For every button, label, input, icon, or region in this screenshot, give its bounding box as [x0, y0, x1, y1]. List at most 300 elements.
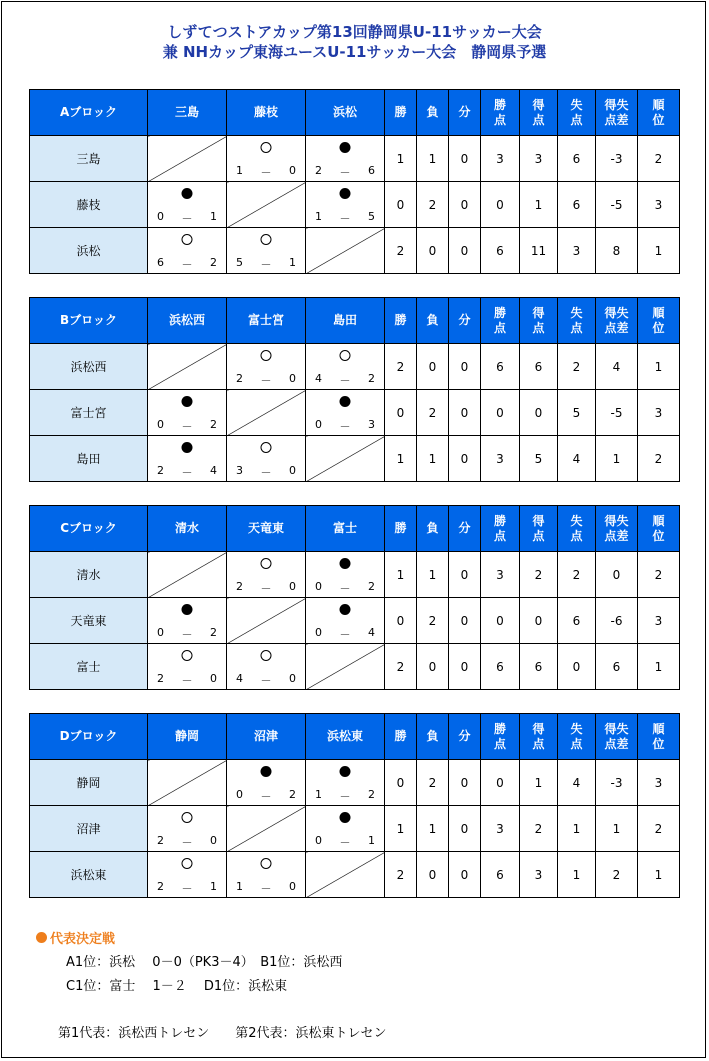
row-team: 藤枝	[30, 182, 148, 228]
final-match-2: C1位：富士 1－２ D1位：浜松東	[66, 979, 288, 994]
self-match-cell	[148, 552, 227, 598]
representatives: 第1代表：浜松西トレセン 第2代表：浜松東トレセン	[58, 1026, 387, 1041]
stat-cell: 8	[596, 228, 638, 274]
bullet-icon	[36, 932, 47, 943]
match-score	[227, 256, 305, 272]
stat-cell: 1	[638, 852, 680, 898]
row-team: 天竜東	[30, 598, 148, 644]
stat-cell: 0	[385, 598, 417, 644]
table-row	[30, 598, 680, 644]
stat-cell: 3	[638, 182, 680, 228]
score-part: 2	[236, 580, 243, 593]
stat-cell: 6	[481, 228, 520, 274]
header-team: 三島	[148, 90, 227, 136]
stat-cell: -3	[596, 136, 638, 182]
match-result-cell	[306, 806, 385, 852]
stat-cell: 0	[520, 598, 558, 644]
final-heading-text: 代表決定戦	[50, 932, 116, 947]
score-part: －	[181, 258, 193, 271]
final-heading	[36, 928, 115, 947]
loss-dot-icon	[182, 442, 193, 453]
block-table	[29, 297, 680, 482]
header-stat: 勝 点	[481, 714, 520, 760]
stat-cell: 6	[481, 344, 520, 390]
score-part: 0	[315, 418, 322, 431]
stat-cell: 6	[596, 644, 638, 690]
stat-cell: 5	[520, 436, 558, 482]
match-score	[227, 164, 305, 180]
stat-cell: 0	[449, 806, 481, 852]
header-team: 沼津	[227, 714, 306, 760]
block-name: Dブロック	[30, 714, 148, 760]
stat-cell: 2	[558, 552, 596, 598]
stat-cell: 3	[481, 436, 520, 482]
header-stat: 得 点	[520, 298, 558, 344]
match-result-cell	[227, 760, 306, 806]
loss-dot-icon	[340, 558, 351, 569]
block-table	[29, 713, 680, 898]
loss-dot-icon	[182, 604, 193, 615]
header-stat: 得 点	[520, 506, 558, 552]
match-score	[306, 210, 384, 226]
stat-cell: 1	[520, 760, 558, 806]
match-score	[306, 626, 384, 642]
table-row	[30, 136, 680, 182]
header-team: 清水	[148, 506, 227, 552]
score-part: 0	[289, 464, 296, 477]
score-part: －	[260, 790, 272, 803]
stat-cell: 2	[385, 644, 417, 690]
stat-cell: 2	[385, 344, 417, 390]
score-part: 0	[289, 372, 296, 385]
match-result-cell	[148, 852, 227, 898]
header-stat: 失 点	[558, 90, 596, 136]
score-part: －	[339, 628, 351, 641]
score-part: 1	[210, 210, 217, 223]
score-part: 2	[210, 626, 217, 639]
score-part: －	[260, 582, 272, 595]
self-match-cell	[306, 436, 385, 482]
win-circle-icon	[261, 858, 272, 869]
row-team: 浜松東	[30, 852, 148, 898]
final-match-1: A1位：浜松 0－0（PK3－4） B1位：浜松西	[66, 955, 343, 970]
self-match-cell	[306, 852, 385, 898]
self-match-cell	[227, 182, 306, 228]
score-part: －	[339, 420, 351, 433]
score-part: －	[260, 374, 272, 387]
header-stat: 失 点	[558, 714, 596, 760]
header-stat: 負	[417, 714, 449, 760]
table-row	[30, 182, 680, 228]
self-match-cell	[227, 806, 306, 852]
row-team: 静岡	[30, 760, 148, 806]
header-stat: 得 点	[520, 90, 558, 136]
header-stat: 勝	[385, 506, 417, 552]
table-row	[30, 228, 680, 274]
loss-dot-icon	[261, 766, 272, 777]
score-part: 3	[368, 418, 375, 431]
stat-cell: 0	[596, 552, 638, 598]
table-row	[30, 852, 680, 898]
match-result-cell	[148, 228, 227, 274]
table-row	[30, 760, 680, 806]
score-part: 0	[157, 210, 164, 223]
score-part: 5	[236, 256, 243, 269]
score-part: 0	[157, 626, 164, 639]
score-part: －	[339, 582, 351, 595]
header-team: 藤枝	[227, 90, 306, 136]
score-part: 1	[289, 256, 296, 269]
stat-cell: 1	[638, 228, 680, 274]
page-title: しずてつストアカップ第13回静岡県U-11サッカー大会	[167, 23, 542, 41]
score-part: 1	[315, 210, 322, 223]
match-score	[306, 834, 384, 850]
stat-cell: 0	[417, 228, 449, 274]
score-part: 2	[236, 372, 243, 385]
stat-cell: 6	[481, 644, 520, 690]
match-score	[227, 464, 305, 480]
table-row	[30, 806, 680, 852]
match-score	[227, 372, 305, 388]
score-part: －	[260, 466, 272, 479]
score-part: 4	[315, 372, 322, 385]
win-circle-icon	[182, 812, 193, 823]
stat-cell: 1	[520, 182, 558, 228]
row-team: 島田	[30, 436, 148, 482]
win-circle-icon	[182, 858, 193, 869]
row-team: 浜松	[30, 228, 148, 274]
match-result-cell	[227, 852, 306, 898]
self-match-cell	[227, 390, 306, 436]
stat-cell: 2	[417, 390, 449, 436]
match-result-cell	[306, 760, 385, 806]
stat-cell: 6	[558, 136, 596, 182]
score-part: 0	[289, 580, 296, 593]
score-part: －	[181, 836, 193, 849]
row-team: 沼津	[30, 806, 148, 852]
header-team: 浜松西	[148, 298, 227, 344]
stat-cell: 0	[481, 760, 520, 806]
stat-cell: 3	[638, 598, 680, 644]
block-name: Bブロック	[30, 298, 148, 344]
score-part: －	[260, 258, 272, 271]
win-circle-icon	[182, 234, 193, 245]
header-stat: 順 位	[638, 298, 680, 344]
score-part: 0	[289, 164, 296, 177]
score-part: －	[339, 212, 351, 225]
score-part: 0	[236, 788, 243, 801]
header-stat: 分	[449, 90, 481, 136]
self-match-cell	[306, 644, 385, 690]
loss-dot-icon	[340, 188, 351, 199]
match-score	[148, 626, 226, 642]
stat-cell: 1	[417, 436, 449, 482]
header-stat: 得失 点差	[596, 506, 638, 552]
stat-cell: 6	[520, 344, 558, 390]
stat-cell: 0	[449, 598, 481, 644]
score-part: 4	[210, 464, 217, 477]
win-circle-icon	[261, 442, 272, 453]
score-part: 0	[210, 834, 217, 847]
stat-cell: -5	[596, 182, 638, 228]
match-score	[148, 210, 226, 226]
match-result-cell	[306, 182, 385, 228]
match-result-cell	[148, 436, 227, 482]
stat-cell: 0	[520, 390, 558, 436]
score-part: 0	[289, 672, 296, 685]
stat-cell: 1	[596, 436, 638, 482]
stat-cell: 1	[558, 852, 596, 898]
stat-cell: 0	[385, 760, 417, 806]
block-name: Cブロック	[30, 506, 148, 552]
match-result-cell	[306, 136, 385, 182]
match-result-cell	[148, 806, 227, 852]
block-name: Aブロック	[30, 90, 148, 136]
stat-cell: 1	[638, 344, 680, 390]
header-team: 富士	[306, 506, 385, 552]
stat-cell: 3	[481, 552, 520, 598]
match-score	[227, 580, 305, 596]
table-row	[30, 344, 680, 390]
stat-cell: 0	[417, 852, 449, 898]
match-result-cell	[227, 228, 306, 274]
score-part: 1	[368, 834, 375, 847]
match-result-cell	[227, 436, 306, 482]
loss-dot-icon	[340, 604, 351, 615]
stat-cell: 1	[638, 644, 680, 690]
match-score	[227, 672, 305, 688]
match-score	[227, 880, 305, 896]
header-stat: 負	[417, 506, 449, 552]
match-result-cell	[148, 644, 227, 690]
stat-cell: 6	[558, 182, 596, 228]
stat-cell: 3	[638, 760, 680, 806]
score-part: 0	[289, 880, 296, 893]
win-circle-icon	[261, 650, 272, 661]
score-part: 0	[315, 580, 322, 593]
match-score	[148, 672, 226, 688]
header-stat: 負	[417, 298, 449, 344]
stat-cell: 2	[385, 228, 417, 274]
match-result-cell	[306, 344, 385, 390]
stat-cell: 0	[417, 644, 449, 690]
win-circle-icon	[261, 142, 272, 153]
match-score	[148, 834, 226, 850]
header-stat: 分	[449, 714, 481, 760]
score-part: 0	[157, 418, 164, 431]
match-score	[306, 788, 384, 804]
stat-cell: 0	[449, 852, 481, 898]
header-team: 浜松	[306, 90, 385, 136]
stat-cell: 0	[449, 644, 481, 690]
header-team: 浜松東	[306, 714, 385, 760]
win-circle-icon	[182, 650, 193, 661]
header-stat: 失 点	[558, 298, 596, 344]
stat-cell: 3	[520, 852, 558, 898]
score-part: 1	[236, 880, 243, 893]
header-stat: 失 点	[558, 506, 596, 552]
score-part: 2	[210, 256, 217, 269]
score-part: 2	[210, 418, 217, 431]
stat-cell: 2	[638, 436, 680, 482]
loss-dot-icon	[340, 766, 351, 777]
match-score	[306, 418, 384, 434]
score-part: －	[181, 212, 193, 225]
stat-cell: 4	[596, 344, 638, 390]
score-part: 1	[210, 880, 217, 893]
header-stat: 得 点	[520, 714, 558, 760]
score-part: 2	[368, 580, 375, 593]
stat-cell: 0	[385, 182, 417, 228]
score-part: －	[181, 420, 193, 433]
header-stat: 勝	[385, 714, 417, 760]
stat-cell: 2	[385, 852, 417, 898]
match-score	[306, 164, 384, 180]
stat-cell: -6	[596, 598, 638, 644]
stat-cell: 2	[596, 852, 638, 898]
stat-cell: 2	[520, 552, 558, 598]
stat-cell: 0	[449, 344, 481, 390]
score-part: －	[339, 790, 351, 803]
row-team: 清水	[30, 552, 148, 598]
match-score	[148, 880, 226, 896]
stat-cell: 3	[638, 390, 680, 436]
stat-cell: 0	[449, 390, 481, 436]
header-stat: 勝 点	[481, 90, 520, 136]
header-stat: 順 位	[638, 714, 680, 760]
row-team: 富士宮	[30, 390, 148, 436]
header-stat: 負	[417, 90, 449, 136]
stat-cell: 0	[417, 344, 449, 390]
score-part: －	[260, 166, 272, 179]
score-part: 6	[368, 164, 375, 177]
stat-cell: 2	[417, 760, 449, 806]
page-subtitle: 兼 NHカップ東海ユースU-11サッカー大会 静岡県予選	[162, 43, 547, 61]
row-team: 三島	[30, 136, 148, 182]
stat-cell: 0	[449, 760, 481, 806]
stat-cell: 2	[417, 182, 449, 228]
match-result-cell	[148, 390, 227, 436]
header-stat: 順 位	[638, 90, 680, 136]
stat-cell: 3	[558, 228, 596, 274]
stat-cell: 1	[417, 136, 449, 182]
match-result-cell	[306, 390, 385, 436]
row-team: 浜松西	[30, 344, 148, 390]
match-result-cell	[148, 598, 227, 644]
score-part: －	[339, 374, 351, 387]
stat-cell: 2	[558, 344, 596, 390]
match-result-cell	[306, 552, 385, 598]
table-row	[30, 552, 680, 598]
score-part: 6	[157, 256, 164, 269]
score-part: 1	[236, 164, 243, 177]
score-part: －	[181, 628, 193, 641]
stat-cell: 2	[638, 136, 680, 182]
match-score	[306, 372, 384, 388]
match-score	[148, 256, 226, 272]
loss-dot-icon	[182, 188, 193, 199]
self-match-cell	[306, 228, 385, 274]
win-circle-icon	[261, 234, 272, 245]
stat-cell: 0	[481, 390, 520, 436]
match-result-cell	[306, 598, 385, 644]
score-part: －	[181, 466, 193, 479]
score-part: 2	[157, 880, 164, 893]
stat-cell: 0	[449, 436, 481, 482]
match-result-cell	[148, 182, 227, 228]
stat-cell: 2	[638, 806, 680, 852]
score-part: 0	[315, 626, 322, 639]
header-team: 島田	[306, 298, 385, 344]
match-result-cell	[227, 644, 306, 690]
score-part: 2	[157, 464, 164, 477]
score-part: 3	[236, 464, 243, 477]
stat-cell: 6	[558, 598, 596, 644]
stat-cell: 6	[481, 852, 520, 898]
stat-cell: 1	[385, 436, 417, 482]
score-part: 2	[157, 672, 164, 685]
stat-cell: -5	[596, 390, 638, 436]
stat-cell: 1	[558, 806, 596, 852]
block-table	[29, 505, 680, 690]
stat-cell: 6	[520, 644, 558, 690]
stat-cell: 0	[449, 182, 481, 228]
table-row	[30, 644, 680, 690]
score-part: 2	[157, 834, 164, 847]
score-part: －	[339, 836, 351, 849]
stat-cell: 1	[385, 552, 417, 598]
row-team: 富士	[30, 644, 148, 690]
stat-cell: 0	[481, 182, 520, 228]
header-team: 天竜東	[227, 506, 306, 552]
loss-dot-icon	[182, 396, 193, 407]
score-part: 5	[368, 210, 375, 223]
loss-dot-icon	[340, 396, 351, 407]
win-circle-icon	[261, 558, 272, 569]
match-score	[148, 464, 226, 480]
stat-cell: 1	[596, 806, 638, 852]
loss-dot-icon	[340, 142, 351, 153]
score-part: －	[181, 674, 193, 687]
header-team: 富士宮	[227, 298, 306, 344]
win-circle-icon	[261, 350, 272, 361]
match-score	[148, 418, 226, 434]
header-stat: 順 位	[638, 506, 680, 552]
self-match-cell	[148, 760, 227, 806]
header-stat: 得失 点差	[596, 298, 638, 344]
match-result-cell	[227, 344, 306, 390]
stat-cell: 0	[558, 644, 596, 690]
self-match-cell	[227, 598, 306, 644]
score-part: －	[181, 882, 193, 895]
header-stat: 得失 点差	[596, 714, 638, 760]
score-part: 4	[236, 672, 243, 685]
stat-cell: 3	[520, 136, 558, 182]
stat-cell: 0	[481, 598, 520, 644]
score-part: 0	[315, 834, 322, 847]
block-table	[29, 89, 680, 274]
stat-cell: 2	[520, 806, 558, 852]
score-part: 2	[289, 788, 296, 801]
table-row	[30, 390, 680, 436]
self-match-cell	[148, 344, 227, 390]
header-stat: 分	[449, 506, 481, 552]
match-score	[306, 580, 384, 596]
stat-cell: -3	[596, 760, 638, 806]
self-match-cell	[148, 136, 227, 182]
header-stat: 分	[449, 298, 481, 344]
win-circle-icon	[340, 350, 351, 361]
